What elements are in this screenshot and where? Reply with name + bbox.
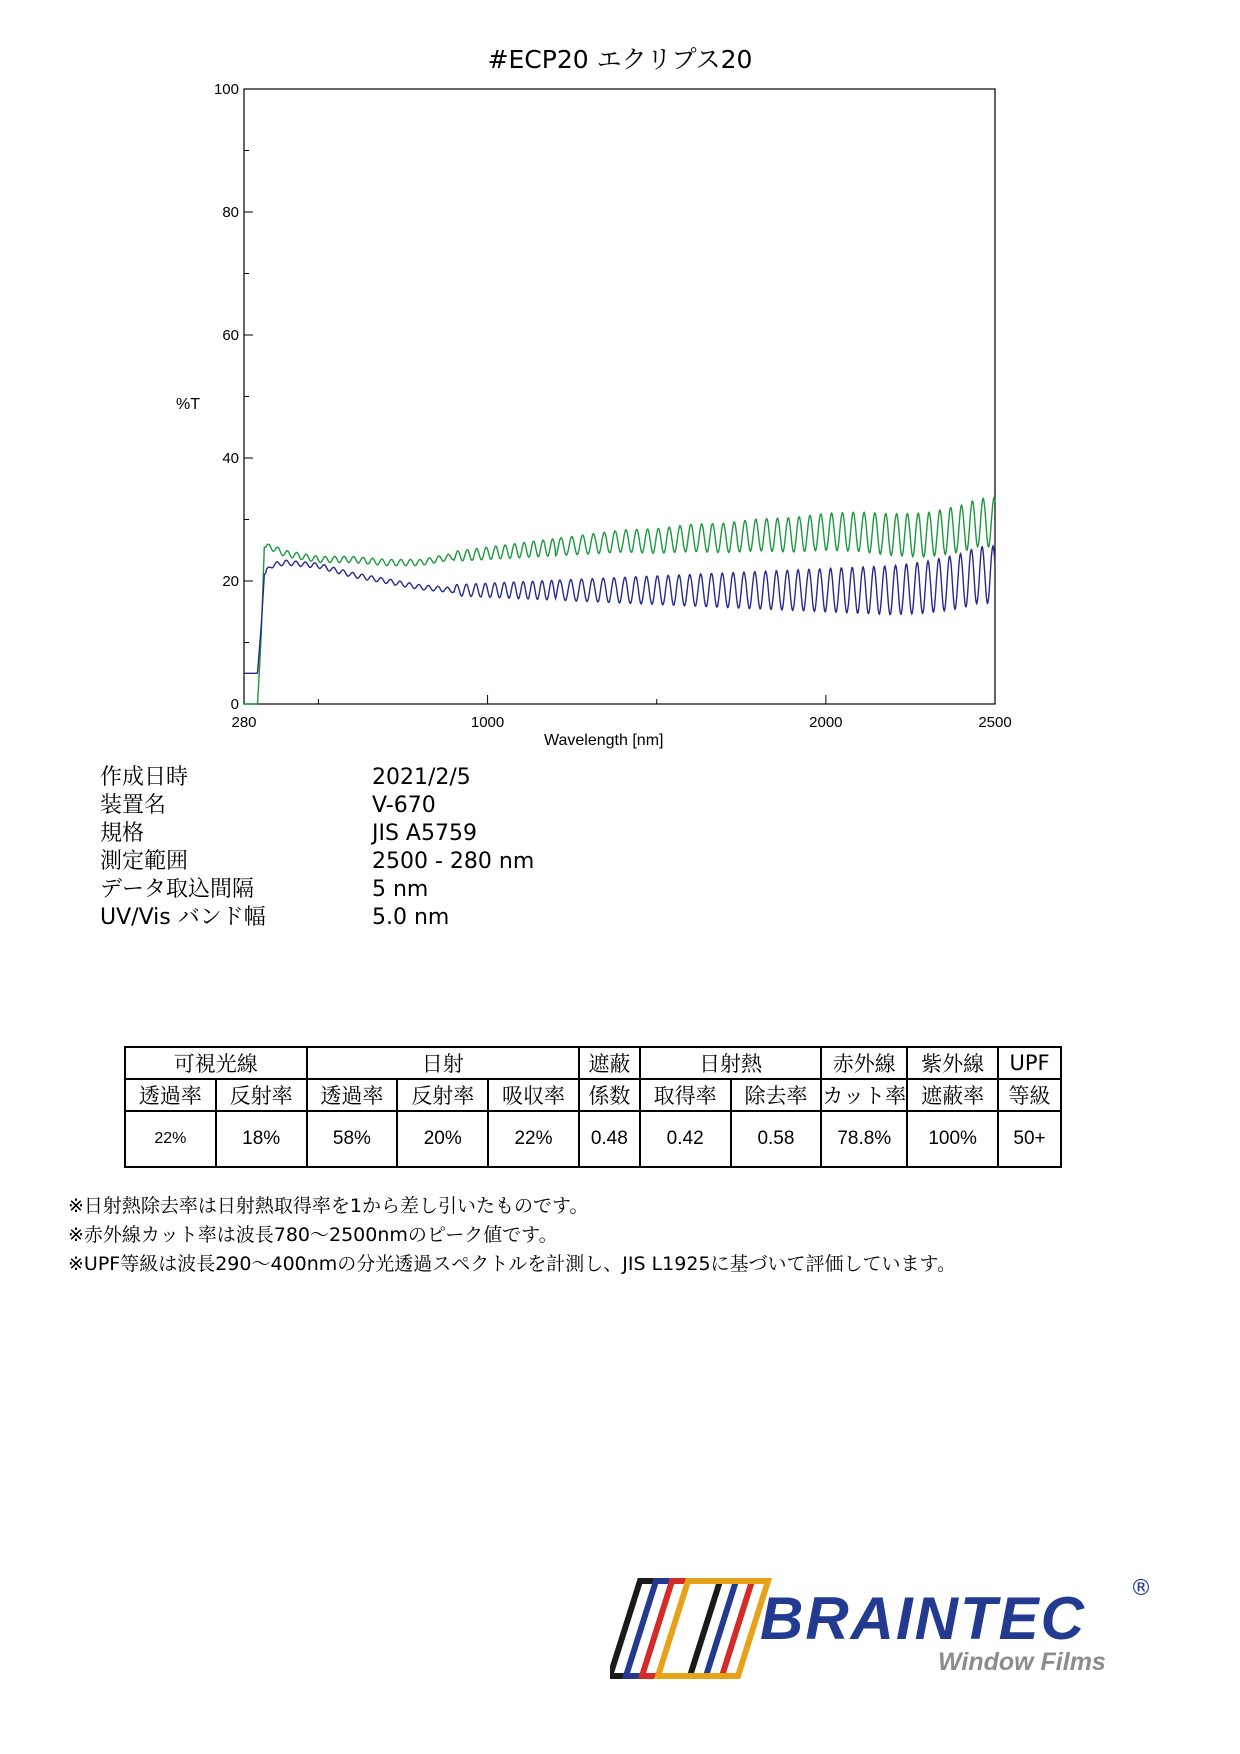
spec-row <box>100 876 534 904</box>
group-solar-heat: 日射熱 <box>640 1047 822 1079</box>
group-shading: 遮蔽 <box>579 1047 640 1079</box>
spec-row <box>100 792 534 820</box>
note-line: ※UPF等級は波長290～400nmの分光透過スペクトルを計測し、JIS L1925に基づいて評価しています。 <box>68 1253 957 1275</box>
spec-label: UV/Vis バンド幅 <box>100 905 266 930</box>
group-solar: 日射 <box>307 1047 579 1079</box>
x-tick-label: 2500 <box>978 714 1012 731</box>
note-line: ※日射熱除去率は日射熱取得率を1から差し引いたものです。 <box>68 1195 589 1217</box>
table-cell: 20% <box>397 1111 488 1167</box>
spec-label: 測定範囲 <box>100 849 189 874</box>
table-cell: 100% <box>907 1111 998 1167</box>
plot-frame <box>244 89 995 704</box>
spec-value: JIS A5759 <box>372 821 477 846</box>
brand-subtitle: Window Films <box>938 1648 1106 1676</box>
table-cell: 0.58 <box>731 1111 822 1167</box>
series-line-green <box>244 498 995 704</box>
col-header: 透過率 <box>307 1079 398 1111</box>
y-tick-label: 100 <box>213 81 239 98</box>
measurement-spec <box>100 764 534 932</box>
x-tick-label: 280 <box>231 714 257 731</box>
col-header: 等級 <box>998 1079 1061 1111</box>
spec-value: V-670 <box>372 793 436 818</box>
table-cell: 0.42 <box>640 1111 731 1167</box>
x-tick-label: 1000 <box>470 714 505 731</box>
group-ultraviolet: 紫外線 <box>907 1047 998 1079</box>
spec-label: 規格 <box>100 821 145 846</box>
spec-label: 作成日時 <box>100 765 189 790</box>
y-tick-label: 80 <box>222 204 239 221</box>
col-header: 遮蔽率 <box>907 1079 998 1111</box>
table-cell: 58% <box>307 1111 398 1167</box>
group-infrared: 赤外線 <box>821 1047 907 1079</box>
spec-value: 2500 - 280 nm <box>372 849 535 874</box>
x-axis-label: Wavelength [nm] <box>544 732 664 749</box>
series-line-blue <box>244 546 995 673</box>
transmittance-chart <box>0 0 1240 760</box>
col-header: 反射率 <box>397 1079 488 1111</box>
spec-label: 装置名 <box>100 793 167 818</box>
col-header: 係数 <box>579 1079 640 1111</box>
table-cell: 78.8% <box>821 1111 907 1167</box>
col-header: 取得率 <box>640 1079 731 1111</box>
table-cell: 18% <box>216 1111 307 1167</box>
table-cell: 22% <box>125 1111 216 1167</box>
col-header: 反射率 <box>216 1079 307 1111</box>
x-tick-label: 2000 <box>809 714 843 731</box>
spec-value: 5 nm <box>372 877 429 902</box>
spec-label: データ取込間隔 <box>100 877 255 902</box>
y-axis-label: %T <box>176 396 200 413</box>
y-tick-label: 60 <box>222 327 239 344</box>
registered-mark: ® <box>1130 1576 1152 1601</box>
results-table <box>124 1046 1062 1168</box>
group-upf: UPF <box>998 1047 1061 1079</box>
brand-name: BRAINTEC <box>760 1585 1086 1652</box>
table-cell: 0.48 <box>579 1111 640 1167</box>
spec-value: 5.0 nm <box>372 905 450 930</box>
spec-value: 2021/2/5 <box>372 765 471 790</box>
notes <box>68 1192 956 1279</box>
y-tick-label: 0 <box>230 696 239 713</box>
col-header: 透過率 <box>125 1079 216 1111</box>
page-title: #ECP20 エクリプス20 <box>487 45 753 74</box>
spec-row <box>100 848 534 876</box>
col-header: 吸収率 <box>488 1079 579 1111</box>
spec-row <box>100 820 534 848</box>
col-header: カット率 <box>821 1079 907 1111</box>
spec-row <box>100 764 534 792</box>
spec-row <box>100 904 534 932</box>
y-tick-label: 20 <box>222 573 239 590</box>
group-visible: 可視光線 <box>125 1047 307 1079</box>
table-cell: 50+ <box>998 1111 1061 1167</box>
table-cell: 22% <box>488 1111 579 1167</box>
y-tick-label: 40 <box>222 450 239 467</box>
note-line: ※赤外線カット率は波長780～2500nmのピーク値です。 <box>68 1224 558 1246</box>
col-header: 除去率 <box>731 1079 822 1111</box>
